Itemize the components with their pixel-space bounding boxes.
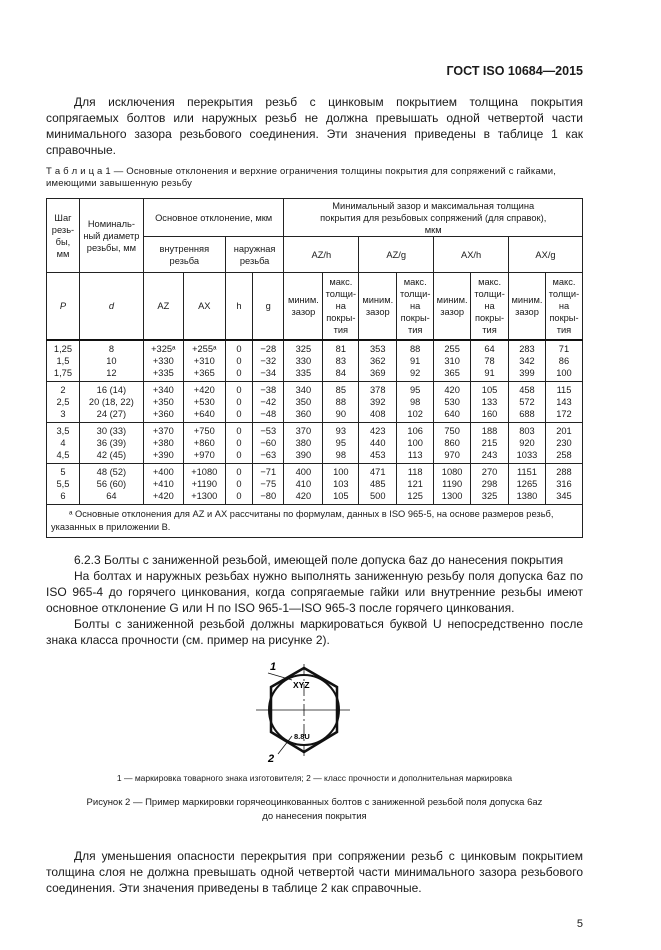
cell-value: 0 [236, 425, 242, 436]
cell-value: 325 [481, 490, 498, 501]
cell-value: 288 [556, 466, 572, 477]
cell-value: −42 [260, 396, 277, 407]
cell-value: 1,25 [53, 343, 73, 354]
table-row-group [47, 381, 583, 422]
cell-value: 688 [519, 408, 535, 419]
cell-value: −53 [260, 425, 277, 436]
cell-value: 56 (60) [96, 478, 127, 489]
table-cell-axh-1 [471, 381, 509, 422]
header-clearance-group: Минимальный зазор и максимальная толщина покрытия для резьбовых сопряжений (для справок), мкм [284, 199, 583, 237]
cell-value: +340 [152, 384, 174, 395]
cell-value: 0 [236, 466, 242, 477]
cell-value: +970 [193, 449, 215, 460]
cell-value: 1190 [442, 478, 463, 489]
cell-value: 640 [444, 408, 460, 419]
table-footnote [47, 504, 583, 537]
cell-value: 10 [106, 355, 117, 366]
cell-value: 0 [236, 408, 242, 419]
cell-value: 410 [295, 478, 312, 489]
table-cell-azg-1 [397, 381, 434, 422]
cell-value: 860 [444, 437, 460, 448]
cell-value: 172 [556, 408, 572, 419]
header-max-thickness: макс. толщи-на покры-тия [471, 273, 509, 340]
table-cell-azg-0 [359, 463, 397, 504]
cell-value: +335 [152, 367, 174, 378]
table-cell-axh-1 [471, 422, 509, 463]
table-cell-d [79, 381, 143, 422]
cell-value: 5 [60, 466, 66, 477]
header-diameter-symbol: d [79, 273, 143, 340]
cell-value: 920 [519, 437, 535, 448]
table-cell-azh-1 [323, 340, 359, 382]
cell-value: 803 [519, 425, 535, 436]
header-g: g [253, 273, 284, 340]
cell-value: 423 [370, 425, 386, 436]
cell-value: +1190 [191, 478, 217, 489]
cell-value: 121 [407, 478, 423, 489]
cell-value: 353 [370, 343, 386, 354]
header-min-clearance: миним. зазор [359, 273, 397, 340]
table-cell-p [47, 381, 80, 422]
section-paragraph-2: Болты с заниженной резьбой должны маркироваться буквой U непосредственно после знака класса прочности (см. пример на рисунке 2). [46, 616, 583, 647]
table-cell-axh-0 [434, 422, 471, 463]
header-h: h [225, 273, 252, 340]
table-cell-h [225, 381, 252, 422]
cell-value: 215 [481, 437, 498, 448]
cell-value: +370 [152, 425, 174, 436]
table-cell-azg-0 [359, 422, 397, 463]
cell-value: +390 [152, 449, 174, 460]
table-cell-axg-1 [545, 463, 582, 504]
table-cell-azh-1 [323, 422, 359, 463]
table-cell-axg-1 [545, 340, 582, 382]
cell-value: 3 [60, 408, 66, 419]
cell-value: +400 [152, 466, 174, 477]
cell-value: 2 [60, 384, 66, 395]
cell-value: 399 [519, 367, 535, 378]
cell-value: 81 [335, 343, 346, 354]
header-fit-azg: AZ/g [359, 237, 434, 273]
cell-value: 133 [481, 396, 498, 407]
cell-value: −38 [260, 384, 277, 395]
cell-value: 390 [295, 449, 312, 460]
cell-value: −60 [260, 437, 277, 448]
table-cell-g [253, 463, 284, 504]
table-cell-azh-0 [284, 381, 323, 422]
cell-value: 572 [519, 396, 535, 407]
cell-value: 84 [335, 367, 346, 378]
cell-value: 100 [407, 437, 423, 448]
cell-value: 0 [236, 367, 242, 378]
table-cell-azh-1 [323, 381, 359, 422]
cell-value: 420 [295, 490, 312, 501]
cell-value: 440 [370, 437, 386, 448]
table-caption: Т а б л и ц а 1 — Основные отклонения и верхние ограничения толщины покрытия для сопряжений с гайками, имеющими завышенную резьбу [46, 166, 557, 189]
cell-value: +330 [152, 355, 174, 366]
table-cell-p [47, 340, 80, 382]
cell-value: 316 [556, 478, 572, 489]
intro-text: Для исключения перекрытия резьб с цинковым покрытием толщина покрытия сопрягаемых болтов или наружных резьб не должна превышать одной четвертой части минимального зазора резьбового соединения. Эти значения приведены в таблице 1 как справочные. [46, 95, 583, 157]
header-max-thickness: макс. толщи-на покры-тия [323, 273, 359, 340]
cell-value: 16 (14) [96, 384, 127, 395]
cell-value: 102 [407, 408, 423, 419]
cell-value: +1300 [191, 490, 218, 501]
table-cell-p [47, 463, 80, 504]
table-1 [46, 198, 583, 538]
table-cell-az [143, 340, 183, 382]
table-cell-az [143, 463, 183, 504]
cell-value: 64 [106, 490, 117, 501]
intro-paragraph [46, 94, 583, 158]
cell-value: −48 [260, 408, 277, 419]
cell-value: 1265 [516, 478, 538, 489]
cell-value: 88 [410, 343, 421, 354]
table-cell-axh-0 [434, 463, 471, 504]
cell-value: 345 [556, 490, 572, 501]
table-cell-g [253, 381, 284, 422]
header-pitch-symbol: P [47, 273, 80, 340]
header-fit-azh: AZ/h [284, 237, 359, 273]
cell-value: 201 [556, 425, 572, 436]
cell-value: 36 (39) [96, 437, 127, 448]
header-pitch: Шаг резь-бы, мм [47, 199, 80, 273]
cell-value: 5,5 [56, 478, 70, 489]
cell-value: +325ᵃ [151, 343, 176, 354]
table-cell-d [79, 340, 143, 382]
cell-value: 118 [407, 466, 423, 477]
cell-value: 342 [519, 355, 535, 366]
mark-property-class: 8.8U [293, 731, 310, 741]
cell-value: 458 [519, 384, 535, 395]
header-external-thread: наружная резьба [225, 237, 284, 273]
cell-value: 143 [556, 396, 572, 407]
cell-value: +380 [152, 437, 174, 448]
cell-value: 105 [333, 490, 349, 501]
table-cell-h [225, 422, 252, 463]
header-basic-deviation: Основное отклонение, мкм [143, 199, 284, 237]
cell-value: +1080 [191, 466, 218, 477]
cell-value: +530 [193, 396, 215, 407]
cell-value: +750 [193, 425, 215, 436]
cell-value: −75 [260, 478, 277, 489]
cell-value: +640 [193, 408, 215, 419]
callout-2: 2 [267, 752, 274, 765]
cell-value: 90 [335, 408, 346, 419]
cell-value: 188 [481, 425, 498, 436]
cell-value: 471 [370, 466, 386, 477]
cell-value: 270 [481, 466, 498, 477]
cell-value: −80 [260, 490, 277, 501]
cell-value: 1,5 [56, 355, 70, 366]
cell-value: 362 [370, 355, 386, 366]
table-cell-axg-0 [509, 381, 546, 422]
cell-value: −63 [260, 449, 277, 460]
mark-manufacturer: XYZ [292, 679, 310, 690]
figure-2-bolt-head [240, 656, 390, 766]
table-cell-axg-1 [545, 422, 582, 463]
header-diameter: Номиналь-ный диаметр резьбы, мм [79, 199, 143, 273]
cell-value: 24 (27) [96, 408, 127, 419]
cell-value: 0 [236, 449, 242, 460]
bolt-head-drawing [240, 656, 390, 766]
table-cell-azh-1 [323, 463, 359, 504]
cell-value: 12 [106, 367, 117, 378]
cell-value: 255 [444, 343, 460, 354]
cell-value: 360 [295, 408, 312, 419]
closing-text: Для уменьшения опасности перекрытия при сопряжении резьб с цинковым покрытием толщина слоя не должна превышать одной четвертой части минимального зазора резьбового соединения. Эти значения приведены в таблице 2 как справочные. [46, 848, 583, 895]
cell-value: 330 [295, 355, 312, 366]
table-cell-ax [183, 463, 225, 504]
page-number: 5 [576, 917, 583, 930]
header-max-thickness: макс. толщи-на покры-тия [545, 273, 582, 340]
table-cell-az [143, 422, 183, 463]
cell-value: 88 [335, 396, 346, 407]
cell-value: 380 [295, 437, 312, 448]
table-cell-azg-0 [359, 381, 397, 422]
cell-value: 530 [444, 396, 460, 407]
section-6-2-3 [46, 552, 583, 648]
header-fit-axg: AX/g [509, 237, 583, 273]
cell-value: 1033 [516, 449, 538, 460]
figure-caption [46, 796, 583, 824]
section-paragraph-1: На болтах и наружных резьбах нужно выполнять заниженную резьбу поля допуска 6az по ISO 965-4 до горячего цинкования, когда сопрягаемые гайки или внутренние резьбы имеют основное отклонение G или H по ISO 965-1—ISO 965-3 после горячего цинкования. [46, 568, 583, 615]
cell-value: 85 [335, 384, 346, 395]
cell-value: 4 [60, 437, 66, 448]
table-cell-axh-1 [471, 340, 509, 382]
cell-value: +360 [152, 408, 174, 419]
table-row-group [47, 463, 583, 504]
footnote-text: ᵃ Основные отклонения для AZ и AX рассчитаны по формулам, данных в ISO 965-5, на основе размеров резьб, указанных в приложении В. [51, 508, 554, 532]
table-cell-azg-1 [397, 422, 434, 463]
cell-value: 400 [295, 466, 312, 477]
cell-value: 365 [444, 367, 460, 378]
standard-designation: ГОСТ ISO 10684—2015 [446, 64, 583, 78]
cell-value: 230 [556, 437, 572, 448]
header-max-thickness: макс. толщи-на покры-тия [397, 273, 434, 340]
cell-value: 1080 [441, 466, 463, 477]
cell-value: 71 [558, 343, 570, 354]
cell-value: +350 [152, 396, 174, 407]
table-cell-axh-0 [434, 340, 471, 382]
cell-value: 106 [407, 425, 423, 436]
cell-value: 93 [335, 425, 346, 436]
cell-value: 0 [236, 384, 242, 395]
cell-value: +410 [152, 478, 174, 489]
cell-value: 105 [481, 384, 498, 395]
cell-value: 8 [108, 343, 114, 354]
cell-value: +860 [193, 437, 215, 448]
table-row-group [47, 340, 583, 382]
table-cell-axh-1 [471, 463, 509, 504]
cell-value: 98 [335, 449, 346, 460]
table-cell-ax [183, 381, 225, 422]
header-min-clearance: миним. зазор [284, 273, 323, 340]
table-cell-azh-0 [284, 463, 323, 504]
cell-value: 500 [370, 490, 386, 501]
cell-value: 283 [519, 343, 535, 354]
cell-value: 64 [484, 343, 495, 354]
cell-value: 378 [370, 384, 386, 395]
figure-caption-line-2: до нанесения покрытия [262, 810, 367, 822]
table-cell-ax [183, 422, 225, 463]
table-cell-axg-0 [509, 422, 546, 463]
cell-value: 98 [410, 396, 421, 407]
table-cell-d [79, 422, 143, 463]
cell-value: 6 [60, 490, 66, 501]
cell-value: 298 [481, 478, 498, 489]
cell-value: 0 [236, 396, 242, 407]
table-cell-axh-0 [434, 381, 471, 422]
cell-value: 0 [236, 437, 242, 448]
cell-value: −28 [260, 343, 277, 354]
cell-value: 408 [370, 408, 386, 419]
table-cell-g [253, 340, 284, 382]
cell-value: 4,5 [56, 449, 70, 460]
table-cell-azh-0 [284, 422, 323, 463]
cell-value: 30 (33) [96, 425, 127, 436]
cell-value: 350 [295, 396, 312, 407]
header-fit-axh: AX/h [434, 237, 509, 273]
cell-value: 970 [444, 449, 460, 460]
cell-value: 258 [556, 449, 572, 460]
cell-value: 485 [370, 478, 386, 489]
table-cell-az [143, 381, 183, 422]
cell-value: 100 [556, 367, 572, 378]
page-content [46, 0, 583, 950]
cell-value: 0 [236, 478, 242, 489]
cell-value: 83 [335, 355, 346, 366]
header-min-clearance: миним. зазор [509, 273, 546, 340]
table-cell-azg-1 [397, 340, 434, 382]
cell-value: 1380 [516, 490, 538, 501]
cell-value: 48 (52) [96, 466, 127, 477]
cell-value: 100 [333, 466, 349, 477]
closing-paragraph [46, 848, 583, 896]
section-heading: 6.2.3 Болты с заниженной резьбой, имеющей поле допуска 6az до нанесения покрытия [74, 552, 564, 567]
cell-value: 160 [481, 408, 498, 419]
table-cell-h [225, 463, 252, 504]
cell-value: 125 [407, 490, 423, 501]
table-cell-azg-0 [359, 340, 397, 382]
cell-value: +420 [152, 490, 174, 501]
cell-value: 3,5 [56, 425, 70, 436]
cell-value: 91 [410, 355, 421, 366]
table-cell-h [225, 340, 252, 382]
cell-value: 453 [370, 449, 386, 460]
cell-value: −32 [260, 355, 277, 366]
table-cell-azh-0 [284, 340, 323, 382]
cell-value: 0 [236, 355, 242, 366]
cell-value: +255ᵃ [192, 343, 217, 354]
cell-value: 2,5 [56, 396, 70, 407]
table-cell-axg-0 [509, 340, 546, 382]
cell-value: 310 [444, 355, 460, 366]
cell-value: 369 [370, 367, 386, 378]
table-row-group [47, 422, 583, 463]
cell-value: 420 [444, 384, 460, 395]
header-internal-thread: внутренняя резьба [143, 237, 225, 273]
header-az: AZ [143, 273, 183, 340]
cell-value: 78 [484, 355, 495, 366]
figure-caption-line-1: Рисунок 2 — Пример маркировки горячеоцинкованных болтов с заниженной резьбой поля допуска 6az [86, 796, 543, 808]
cell-value: 86 [558, 355, 570, 366]
table-cell-axg-1 [545, 381, 582, 422]
cell-value: 20 (18, 22) [88, 396, 134, 407]
cell-value: 243 [481, 449, 498, 460]
table-cell-azg-1 [397, 463, 434, 504]
cell-value: −34 [260, 367, 277, 378]
cell-value: 113 [407, 449, 423, 460]
cell-value: 95 [410, 384, 421, 395]
table-cell-g [253, 422, 284, 463]
table-cell-axg-0 [509, 463, 546, 504]
cell-value: 1,75 [53, 367, 73, 378]
cell-value: 91 [484, 367, 495, 378]
cell-value: 325 [295, 343, 312, 354]
cell-value: −71 [260, 466, 277, 477]
cell-value: +420 [193, 384, 215, 395]
table-cell-p [47, 422, 80, 463]
cell-value: 392 [370, 396, 386, 407]
cell-value: +310 [193, 355, 215, 366]
cell-value: 750 [444, 425, 460, 436]
cell-value: 340 [295, 384, 312, 395]
cell-value: 1151 [516, 466, 537, 477]
cell-value: 42 (45) [96, 449, 127, 460]
cell-value: 1300 [441, 490, 463, 501]
table-cell-ax [183, 340, 225, 382]
cell-value: 103 [333, 478, 349, 489]
cell-value: +365 [193, 367, 215, 378]
callout-1: 1 [269, 660, 276, 673]
cell-value: 0 [236, 490, 242, 501]
figure-legend: 1 — маркировка товарного знака изготовителя; 2 — класс прочности и дополнительная маркировка [116, 772, 513, 783]
cell-value: 115 [556, 384, 572, 395]
table-cell-d [79, 463, 143, 504]
cell-value: 92 [410, 367, 421, 378]
cell-value: 335 [295, 367, 312, 378]
header-min-clearance: миним. зазор [434, 273, 471, 340]
cell-value: 95 [335, 437, 346, 448]
cell-value: 370 [295, 425, 312, 436]
cell-value: 0 [236, 343, 242, 354]
header-ax: AX [183, 273, 225, 340]
